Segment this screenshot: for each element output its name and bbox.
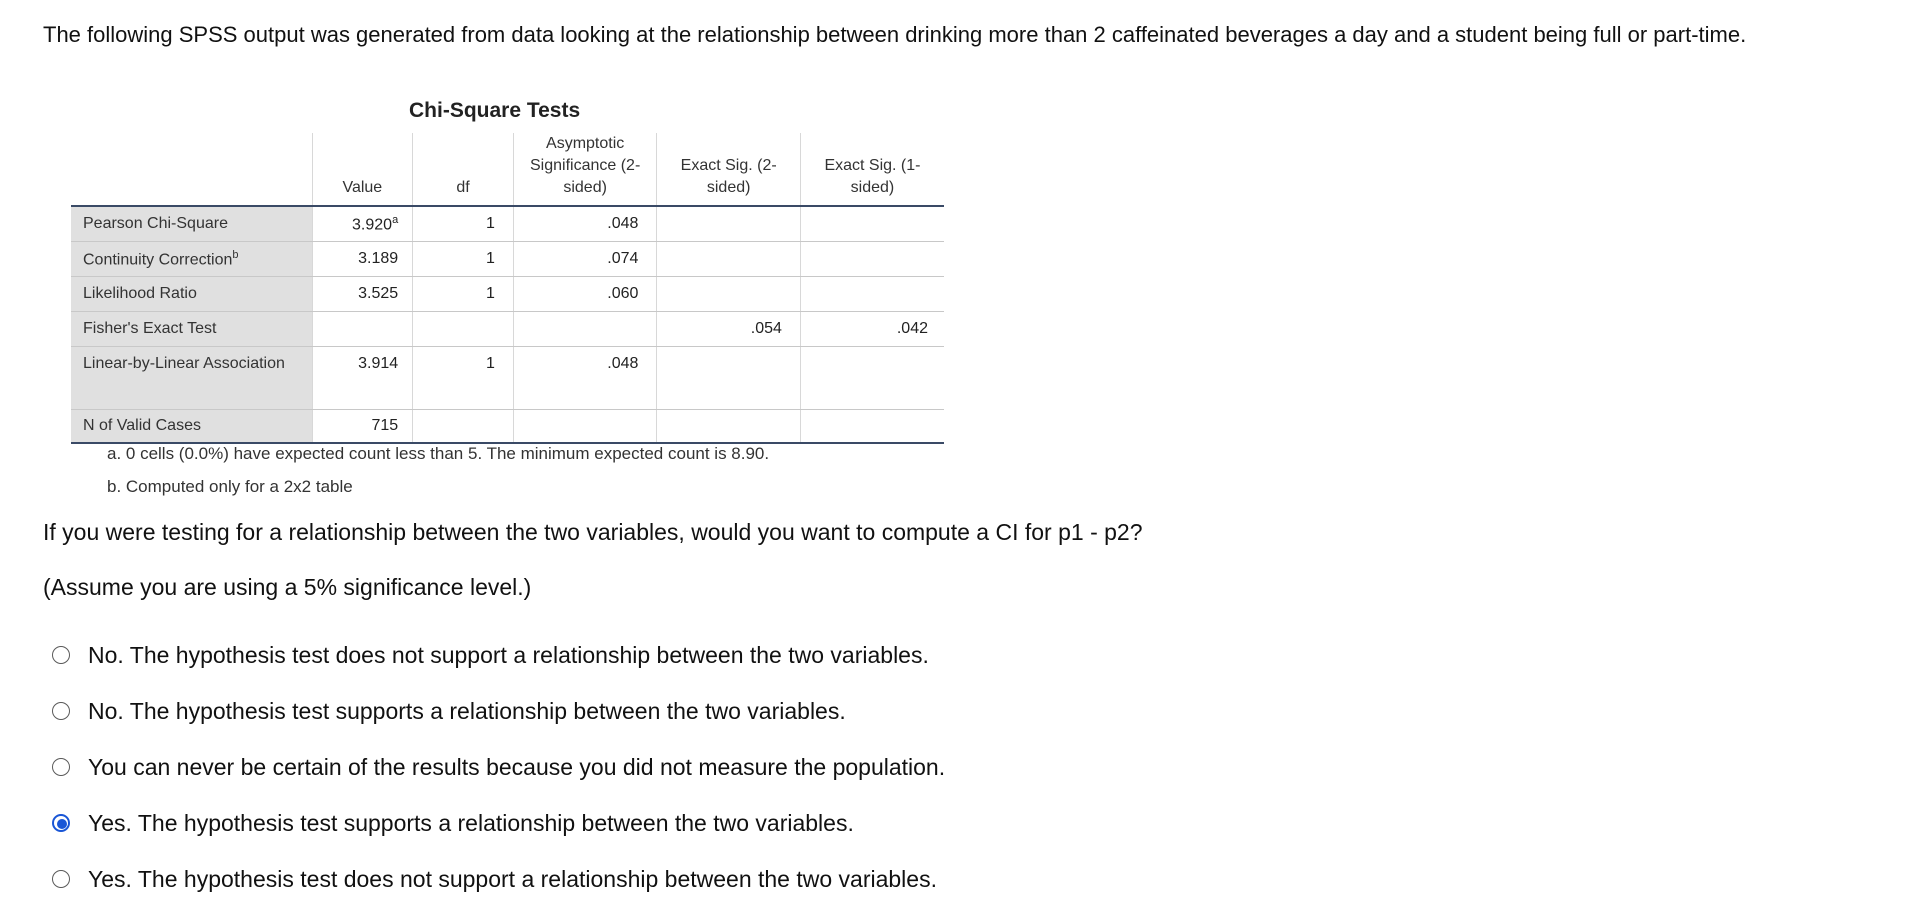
option-label[interactable]: You can never be certain of the results because you did not measure the population. <box>88 753 946 780</box>
answer-option[interactable] <box>52 851 945 907</box>
radio-button[interactable] <box>52 870 70 888</box>
cell-exact2 <box>657 277 801 312</box>
header-value: Value <box>312 133 413 206</box>
row-label: N of Valid Cases <box>71 410 312 444</box>
cell-df: 1 <box>413 206 514 242</box>
cell-value <box>312 312 413 347</box>
answer-option[interactable] <box>52 627 945 683</box>
row-label: Linear-by-Linear Association <box>71 347 312 410</box>
header-df: df <box>413 133 514 206</box>
table-header-row <box>71 133 944 206</box>
cell-asym: .048 <box>513 347 657 410</box>
option-label[interactable]: No. The hypothesis test supports a relationship between the two variables. <box>88 697 846 724</box>
cell-exact1 <box>800 347 944 410</box>
row-label: Fisher's Exact Test <box>71 312 312 347</box>
row-label-text: Continuity Correction <box>83 251 233 269</box>
table-footnotes <box>107 443 769 509</box>
cell-exact2 <box>657 347 801 410</box>
header-corner <box>71 133 312 206</box>
answer-options <box>52 627 945 907</box>
answer-option[interactable] <box>52 683 945 739</box>
cell-exact1 <box>800 277 944 312</box>
chi-square-table <box>71 133 944 444</box>
cell-asym: .074 <box>513 242 657 277</box>
cell-df: 1 <box>413 242 514 277</box>
cell-exact1 <box>800 410 944 444</box>
row-label <box>71 242 312 277</box>
radio-button[interactable] <box>52 646 70 664</box>
cell-df <box>413 312 514 347</box>
cell-df <box>413 410 514 444</box>
cell-exact2: .054 <box>657 312 801 347</box>
option-label[interactable]: Yes. The hypothesis test supports a relationship between the two variables. <box>88 809 854 836</box>
table-row <box>71 277 944 312</box>
cell-value: 3.189 <box>312 242 413 277</box>
option-label[interactable]: No. The hypothesis test does not support a relationship between the two variables. <box>88 641 929 668</box>
cell-exact1: .042 <box>800 312 944 347</box>
answer-option[interactable] <box>52 795 945 851</box>
table-row <box>71 347 944 410</box>
cell-asym <box>513 410 657 444</box>
cell-df: 1 <box>413 347 514 410</box>
intro-text: The following SPSS output was generated from data looking at the relationship between drinking more than 2 caffeinated beverages a day and a student being full or part-time. <box>43 22 1747 47</box>
cell-asym: .048 <box>513 206 657 242</box>
radio-button[interactable] <box>52 758 70 776</box>
value-text: 3.920 <box>352 216 393 234</box>
answer-option[interactable] <box>52 739 945 795</box>
cell-asym <box>513 312 657 347</box>
radio-button[interactable] <box>52 702 70 720</box>
cell-asym: .060 <box>513 277 657 312</box>
footnote-a: a. 0 cells (0.0%) have expected count less than 5. The minimum expected count is 8.90. <box>107 444 770 463</box>
assumption-text: (Assume you are using a 5% significance level.) <box>43 574 532 600</box>
footnote-b: b. Computed only for a 2x2 table <box>107 477 353 496</box>
cell-value: 3.525 <box>312 277 413 312</box>
cell-value <box>312 206 413 242</box>
footnote-marker: a <box>392 213 399 226</box>
table-row <box>71 312 944 347</box>
table-row <box>71 410 944 444</box>
question-text: If you were testing for a relationship between the two variables, would you want to compute a CI for p1 - p2? <box>43 519 1143 545</box>
table-row <box>71 206 944 242</box>
cell-exact2 <box>657 242 801 277</box>
row-label: Likelihood Ratio <box>71 277 312 312</box>
cell-value: 715 <box>312 410 413 444</box>
table-title: Chi-Square Tests <box>409 99 581 122</box>
radio-button[interactable] <box>52 814 70 832</box>
option-label[interactable]: Yes. The hypothesis test does not support a relationship between the two variables. <box>88 865 937 892</box>
cell-exact1 <box>800 242 944 277</box>
header-asymptotic-significance: Asymptotic Significance (2-sided) <box>513 133 657 206</box>
cell-exact2 <box>657 206 801 242</box>
cell-df: 1 <box>413 277 514 312</box>
cell-exact2 <box>657 410 801 444</box>
footnote-marker: b <box>232 248 239 261</box>
cell-value: 3.914 <box>312 347 413 410</box>
cell-exact1 <box>800 206 944 242</box>
row-label: Pearson Chi-Square <box>71 206 312 242</box>
header-exact-sig-1-sided: Exact Sig. (1-sided) <box>800 133 944 206</box>
table-row <box>71 242 944 277</box>
header-exact-sig-2-sided: Exact Sig. (2-sided) <box>657 133 801 206</box>
